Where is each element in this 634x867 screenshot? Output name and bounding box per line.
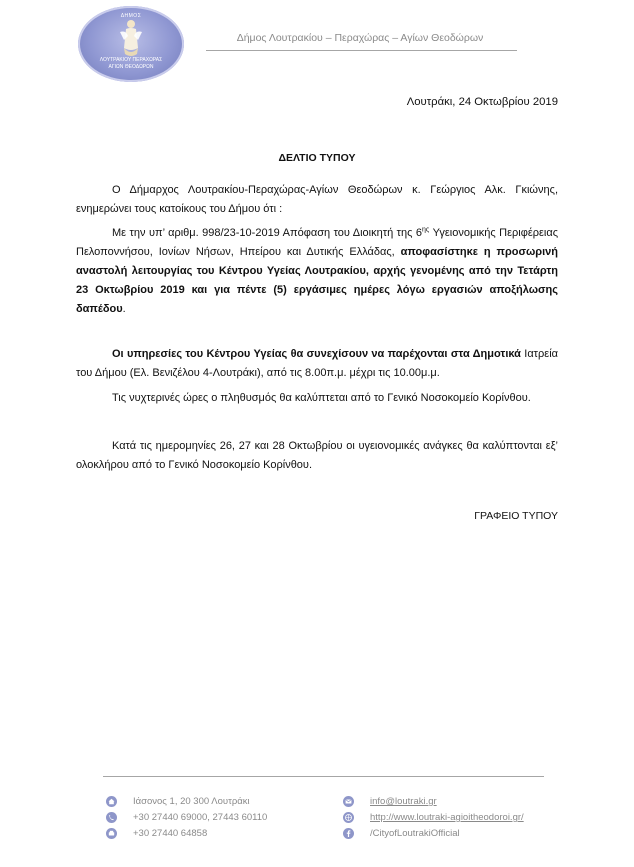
footer-address: Ιάσονος 1, 20 300 Λουτράκι [133, 796, 250, 807]
footer-fax: +30 27440 64858 [133, 828, 208, 839]
header-title: Δήμος Λουτρακίου – Περαχώρας – Αγίων Θεοδώρων [236, 32, 484, 44]
fax-icon [106, 828, 117, 839]
decision-text-end: . [122, 302, 126, 315]
paragraph-night-hours: Τις νυχτερινές ώρες ο πληθυσμός θα καλύπτεται από το Γενικό Νοσοκομείο Κορίνθου. [112, 392, 531, 404]
paragraph-dates: Κατά τις ημερομηνίες 26, 27 και 28 Οκτωβρίου οι υγειονομικές ανάγκες θα καλύπτονται εξ’ ολοκλήρου από το Γενικό Νοσοκομείο Κορίνθου. [76, 440, 558, 471]
services-bold-text: Οι υπηρεσίες του Κέντρου Υγείας θα συνεχίσουν να παρέχονται στα Δημοτικά [112, 348, 521, 360]
footer-phones: +30 27440 69000, 27443 60110 [133, 812, 268, 823]
paragraph-decision [76, 224, 558, 319]
date-line: Λουτράκι, 24 Οκτωβρίου 2019 [406, 96, 558, 108]
logo-text-bottom-2: ΑΓΙΩΝ ΘΕΟΔΩΡΩΝ [108, 64, 154, 70]
footer-divider [103, 776, 544, 777]
decision-text-b: Υγειονομικής Περιφέρειας Πελοποννήσου, Ιονίων Νήσων, Ηπείρου και Δυτικής Ελλάδας, [76, 227, 559, 258]
email-icon [343, 796, 354, 807]
footer-facebook-link[interactable]: /CityofLoutrakiOfficial [370, 828, 460, 839]
footer-email-link[interactable]: info@loutraki.gr [370, 796, 437, 807]
globe-icon [343, 812, 354, 823]
signature: ΓΡΑΦΕΙΟ ΤΥΠΟΥ [474, 510, 558, 522]
facebook-icon [343, 828, 354, 839]
paragraph-services [76, 345, 558, 383]
phone-icon [106, 812, 117, 823]
home-icon [106, 796, 117, 807]
services-text: Ιατρεία του Δήμου (Ελ. Βενιζέλου 4-Λουτράκι), από τις 8.00π.μ. μέχρι τις 10.00μ.μ. [76, 348, 558, 379]
paragraph-intro: Ο Δήμαρχος Λουτρακίου-Περαχώρας-Αγίων Θεοδώρων κ. Γεώργιος Αλκ. Γκιώνης, ενημερώνει τους κατοίκους του Δήμου ότι : [76, 184, 558, 215]
municipality-logo [78, 6, 184, 82]
footer-website-link[interactable]: http://www.loutraki-agioitheodoroi.gr/ [370, 812, 524, 823]
decision-bold-text: αποφασίστηκε η προσωρινή αναστολή λειτουργίας του Κέντρου Υγείας Λουτρακίου, αρχής γενομένης από την Τετάρτη 23 Οκτωβρίου 2019 και για πέντε (5) εργάσιμες ημέρες λόγω εργασιών αποξήλωσης δαπέδου [76, 245, 558, 315]
decision-text-a: Με την υπ’ αριθμ. 998/23-10-2019 Απόφαση του Διοικητή της 6 [112, 227, 423, 239]
logo-figure-icon [118, 18, 144, 58]
logo-text-bottom-1: ΛΟΥΤΡΑΚΙΟΥ ΠΕΡΑΧΩΡΑΣ [99, 57, 163, 63]
document-title: ΔΕΛΤΙΟ ΤΥΠΟΥ [278, 152, 356, 164]
logo-text-top: ΔΗΜΟΣ [120, 13, 142, 19]
header-divider [206, 50, 517, 51]
decision-superscript: ης [422, 226, 430, 234]
